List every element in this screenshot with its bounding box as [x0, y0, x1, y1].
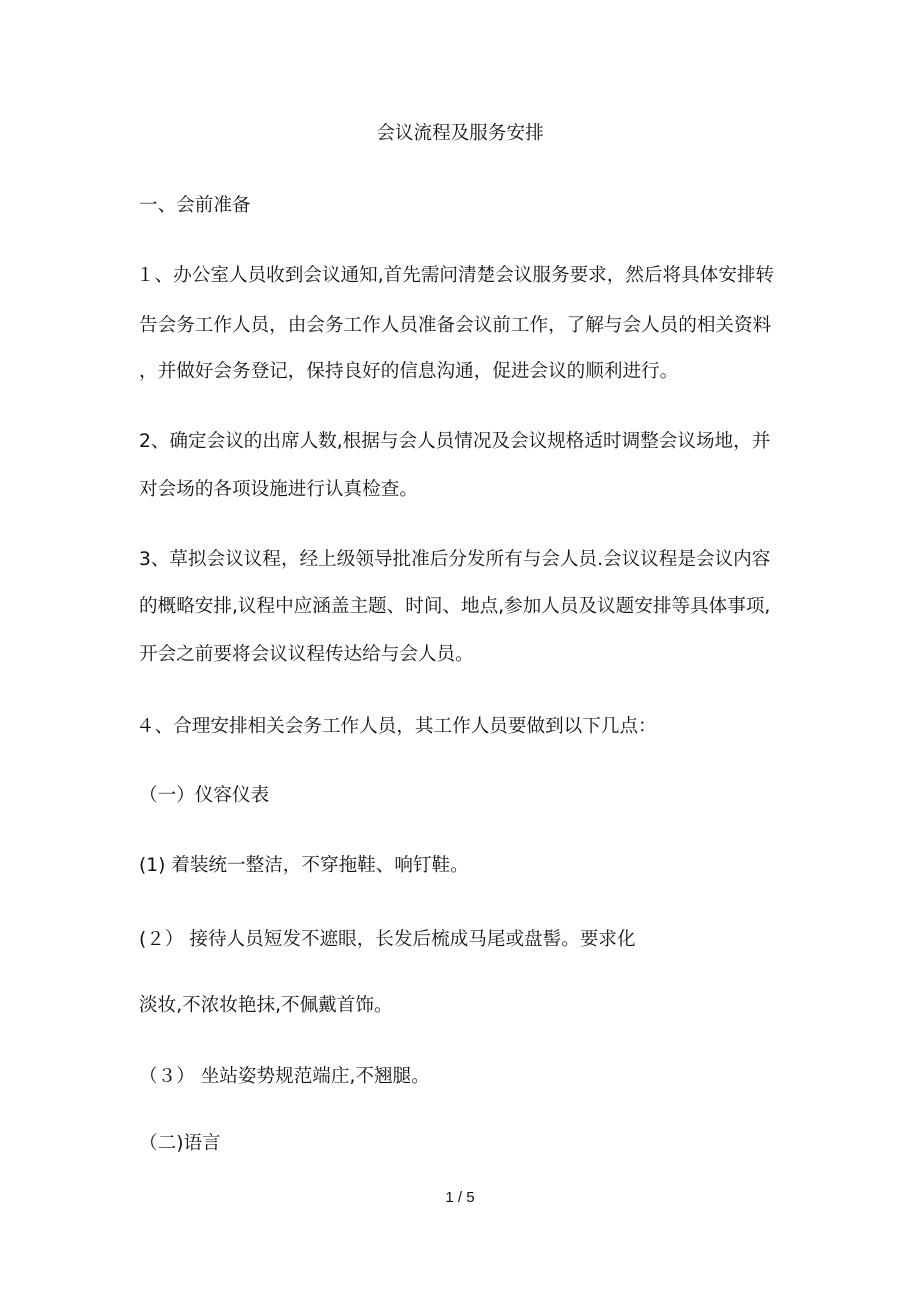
subheading: （二)语言	[139, 1133, 221, 1154]
paragraph-line: 开会之前要将会议议程传达给与会人员。	[139, 644, 474, 665]
paragraph-line: (1) 着装统一整洁，不穿拖鞋、响钉鞋。	[139, 855, 469, 876]
paragraph-line: 告会务工作人员，由会务工作人员准备会议前工作，了解与会人员的相关资料	[139, 315, 772, 336]
paragraph-line: ４、合理安排相关会务工作人员，其工作人员要做到以下几点：	[136, 716, 657, 737]
paragraph-line: 对会场的各项设施进行认真检查。	[139, 479, 418, 500]
page-number: 1 / 5	[445, 1189, 475, 1206]
paragraph-line: 2、确定会议的出席人数,根据与会人员情况及会议规格适时调整会议场地，并	[139, 431, 771, 452]
section-heading: 一、会前准备	[139, 195, 251, 216]
paragraph-line: １、办公室人员收到会议通知,首先需问清楚会议服务要求，然后将具体安排转	[136, 265, 775, 286]
paragraph-line: 3、草拟会议议程，经上级领导批准后分发所有与会人员.会议议程是会议内容	[139, 549, 771, 570]
paragraph-line: (２） 接待人员短发不遮眼，长发后梳成马尾或盘髻。要求化	[139, 929, 636, 950]
paragraph-line: ，并做好会务登记，保持良好的信息沟通，促进会议的顺利进行。	[139, 361, 679, 382]
document-title: 会议流程及服务安排	[376, 123, 544, 144]
subheading: （一）仪容仪表	[139, 785, 270, 806]
paragraph-line: 的概略安排,议程中应涵盖主题、时间、地点,参加人员及议题安排等具体事项,	[139, 596, 771, 617]
paragraph-line: （３） 坐站姿势规范端庄,不翘腿。	[139, 1066, 430, 1087]
paragraph-line: 淡妆,不浓妆艳抹,不佩戴首饰。	[139, 995, 393, 1016]
